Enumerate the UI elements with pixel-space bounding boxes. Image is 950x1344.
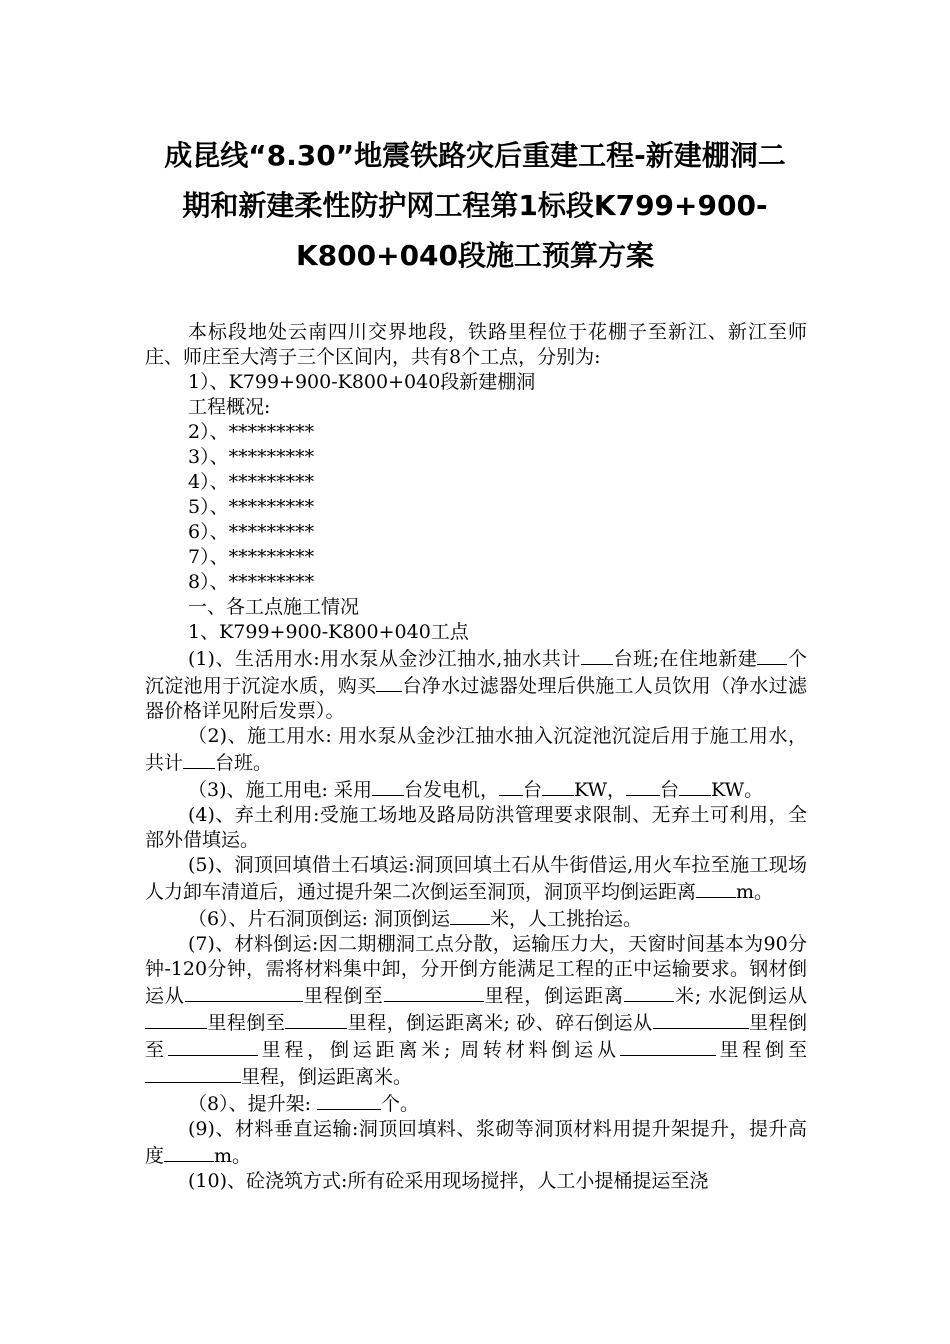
- blank-field: [145, 1063, 241, 1083]
- paragraph-construction-water: （2)、施工用水: 用水泵从金沙江抽水抽入沉淀池沉淀后用于施工用水，共计 台班。: [145, 725, 807, 774]
- paragraph-construction-power: （3)、施工用电: 采用 台发电机， 台 KW， 台 KW。: [145, 776, 807, 803]
- blank-field: [376, 672, 402, 692]
- title-line-2: 期和新建柔性防护网工程第1标段K799+900-: [182, 189, 768, 222]
- blank-field: [185, 982, 303, 1002]
- title-line-3: K800+040段施工预算方案: [295, 239, 655, 272]
- blank-field: [164, 1142, 214, 1162]
- blank-field: [653, 1009, 749, 1029]
- blank-field: [581, 645, 613, 665]
- document-title: [120, 132, 830, 282]
- list-item-4: 4）、*********: [188, 471, 315, 493]
- blank-field: [679, 776, 711, 796]
- blank-field: [624, 982, 674, 1002]
- blank-field: [696, 878, 736, 898]
- list-item-2: 2）、*********: [188, 421, 315, 443]
- paragraph-concrete-pouring: (10)、砼浇筑方式:所有砼采用现场搅拌，人工小提桶提运至浇: [188, 1170, 709, 1192]
- blank-field: [626, 776, 660, 796]
- blank-field: [168, 1036, 258, 1056]
- blank-field: [499, 776, 523, 796]
- blank-field: [183, 749, 215, 769]
- document-body: [145, 320, 807, 1194]
- blank-field: [285, 1009, 347, 1029]
- section-heading: 一、各工点施工情况: [188, 596, 360, 618]
- intro-paragraph: 本标段地处云南四川交界地段，铁路里程位于花棚子至新江、新江至师庄、师庄至大湾子三个区间内，共有8个工点，分别为:: [145, 321, 807, 368]
- title-line-1: 成昆线“8.30”地震铁路灾后重建工程-新建棚洞二: [164, 139, 786, 172]
- list-item-3: 3）、*********: [188, 446, 315, 468]
- overview-label: 工程概况:: [188, 396, 271, 418]
- blank-field: [372, 776, 404, 796]
- blank-field: [757, 645, 787, 665]
- list-item-7: 7）、*********: [188, 546, 315, 568]
- list-item-5: 5）、*********: [188, 496, 315, 518]
- paragraph-spoil-use: (4)、弃土利用:受施工场地及路局防洪管理要求限制、无弃土可利用，全部外借填运。: [145, 804, 807, 851]
- paragraph-living-water: (1)、生活用水:用水泵从金沙江抽水,抽水共计 台班;在住地新建 个沉淀池用于沉淀水质，购买 台净水过滤器处理后供施工人员饮用（净水过滤器价格详见附后发票）。: [145, 645, 807, 724]
- list-item-8: 8）、*********: [188, 571, 315, 593]
- blank-field: [384, 982, 484, 1002]
- paragraph-material-transport: (7)、材料倒运:因二期棚洞工点分散，运输压力大，天窗时间基本为90分钟-120分钟，需将材料集中卸，分开倒方能满足工程的正中运输要求。钢材倒运从 里程倒至 里程，倒运距离 米; 水泥倒运从里程倒至 里程，倒运距离米; 砂、碎石倒运从 里程倒至 里程，倒运距离米; 周转材料倒运从 里程倒至里程，倒运距离米。: [145, 933, 807, 1088]
- list-item-6: 6）、*********: [188, 521, 315, 543]
- paragraph-lifting-frame: （8）、提升架: 个。: [145, 1090, 807, 1117]
- subsection-heading: 1、K799+900-K800+040工点: [188, 621, 469, 643]
- list-item-1: 1）、K799+900-K800+040段新建棚洞: [188, 371, 536, 393]
- blank-field: [450, 905, 490, 925]
- paragraph-backfill-transport: (5)、洞顶回填借土石填运:洞顶回填土石从牛街借运,用火车拉至施工现场人力卸车清道后，通过提升架二次倒运至洞顶，洞顶平均倒运距离 m。: [145, 854, 807, 903]
- blank-field: [317, 1090, 381, 1110]
- blank-field: [620, 1036, 716, 1056]
- paragraph-vertical-transport: (9)、材料垂直运输:洞顶回填料、浆砌等洞顶材料用提升架提升，提升高度 m。: [145, 1118, 807, 1167]
- blank-field: [542, 776, 574, 796]
- blank-field: [145, 1009, 207, 1029]
- paragraph-rubble-transport: （6）、片石洞顶倒运: 洞顶倒运 米，人工挑抬运。: [145, 905, 807, 932]
